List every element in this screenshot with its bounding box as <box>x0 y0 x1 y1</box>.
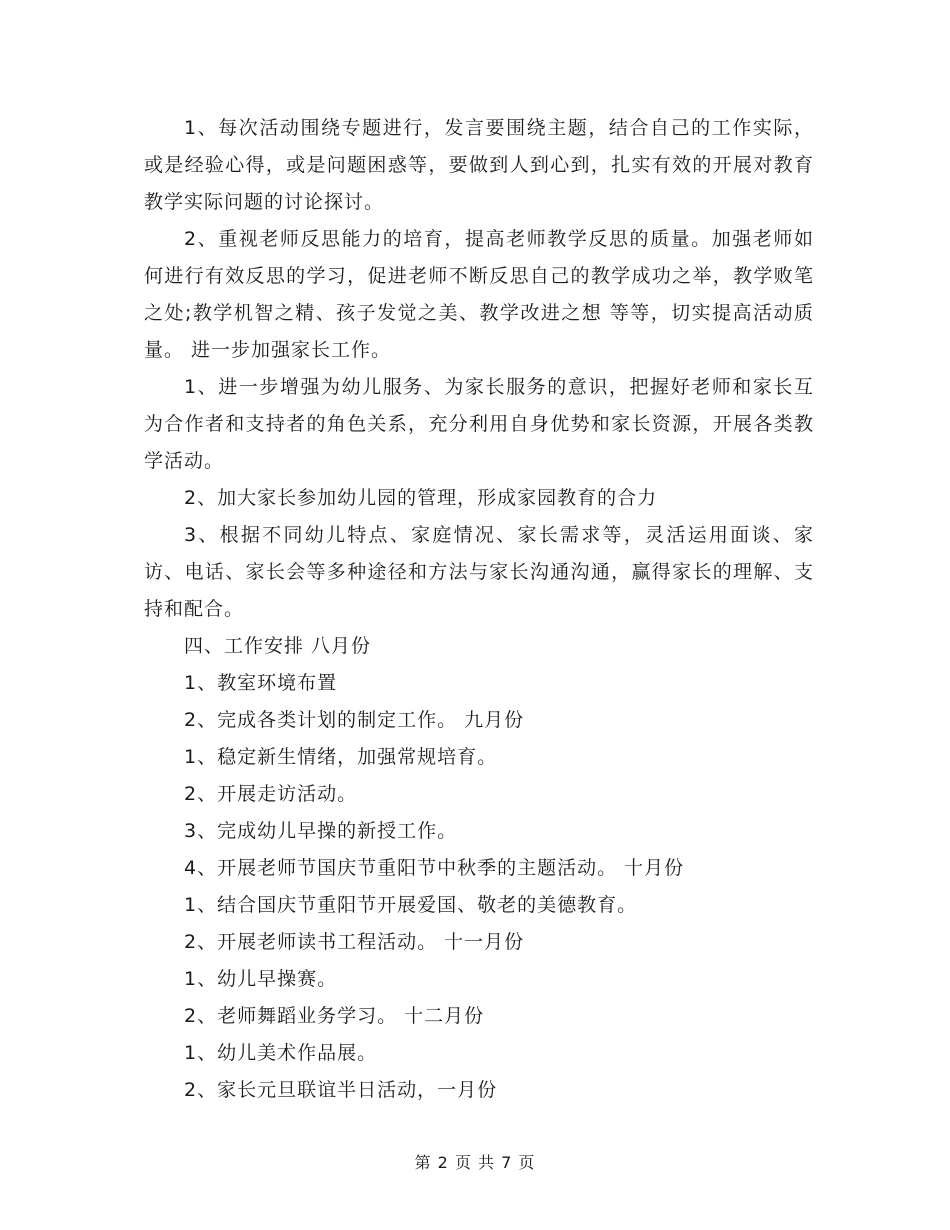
page-indicator: 第 2 页 共 7 页 <box>414 1153 536 1172</box>
schedule-heading: 四、工作安排 八月份 <box>184 635 372 657</box>
paragraph-5: 3、根据不同幼儿特点、家庭情况、家长需求等，灵活运用面谈、家访、电话、家长会等多种途径和方法与家长沟通沟通，赢得家长的理解、支持和配合。 <box>144 524 814 620</box>
paragraph-3: 1、进一步增强为幼儿服务、为家长服务的意识，把握好老师和家长互为合作者和支持者的角色关系，充分利用自身优势和家长资源，开展各类教学活动。 <box>144 376 814 472</box>
paragraph-2: 2、重视老师反思能力的培育，提高老师教学反思的质量。加强老师如何进行有效反思的学习，促进老师不断反思自己的教学成功之举，教学败笔之处;教学机智之精、孩子发觉之美、教学改进之想 等等，切实提高活动质量。 进一步加强家长工作。 <box>144 228 814 361</box>
schedule-line: 1、教室环境布置 <box>184 672 338 694</box>
schedule-line: 3、完成幼儿早操的新授工作。 <box>184 820 458 842</box>
schedule-line: 1、幼儿美术作品展。 <box>184 1042 378 1064</box>
document-body <box>144 110 814 1109</box>
schedule-line: 1、幼儿早操赛。 <box>184 968 338 990</box>
paragraph-4: 2、加大家长参加幼儿园的管理，形成家园教育的合力 <box>184 487 658 509</box>
schedule-line: 2、老师舞蹈业务学习。 十二月份 <box>184 1005 485 1027</box>
paragraph-1: 1、每次活动围绕专题进行，发言要围绕主题，结合自己的工作实际，或是经验心得，或是问题困惑等，要做到人到心到，扎实有效的开展对教育教学实际问题的讨论探讨。 <box>144 117 814 213</box>
schedule-line: 4、开展老师节国庆节重阳节中秋季的主题活动。 十月份 <box>184 857 685 879</box>
schedule-line: 2、开展老师读书工程活动。 十一月份 <box>184 931 525 953</box>
schedule-line: 2、家长元旦联谊半日活动，一月份 <box>184 1079 498 1101</box>
schedule-line: 1、稳定新生情绪，加强常规培育。 <box>184 746 498 768</box>
schedule-line: 2、开展走访活动。 <box>184 783 358 805</box>
schedule-line: 1、结合国庆节重阳节开展爱国、敬老的美德教育。 <box>184 894 638 916</box>
schedule-line: 2、完成各类计划的制定工作。 九月份 <box>184 709 525 731</box>
